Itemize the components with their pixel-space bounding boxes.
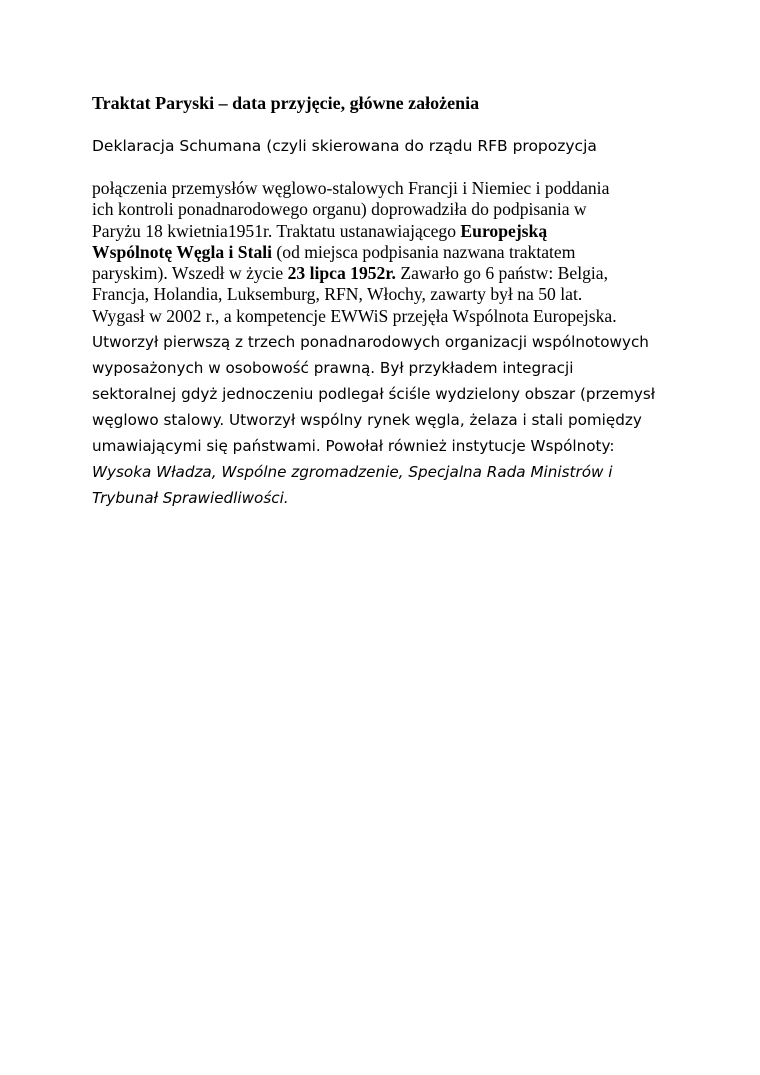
text-line [92,221,692,242]
text-line: Utworzył pierwszą z trzech ponadnarodowych organizacji wspólnotowych [92,333,649,351]
text-line: połączenia przemysłów węglowo-stalowych Francji i Niemiec i poddania [92,178,610,198]
italic-text: Trybunał Sprawiedliwości. [92,489,289,507]
italic-text: Wysoka Władza, Wspólne zgromadzenie, Specjalna Rada Ministrów i [92,463,613,481]
text-line [92,263,692,284]
text-line: umawiającymi się państwami. Powołał również instytucje Wspólnoty: [92,437,615,455]
text-line: ich kontroli ponadnarodowego organu) doprowadziła do podpisania w [92,199,587,220]
intro-line: Deklaracja Schumana (czyli skierowana do rządu RFB propozycja [92,137,597,155]
institutions-line [92,485,702,511]
bold-date: 23 lipca 1952r. [287,263,396,284]
bold-text: Europejską [460,220,548,241]
text-line [92,242,692,263]
text-span: paryskim). Wszedł w życie [92,263,288,284]
text-line: wyposażonych w osobowość prawną. Był przykładem integracji [92,359,574,377]
text-line: sektoralnej gdyż jednoczeniu podlegał ściśle wydzielony obszar (przemysł [92,385,656,403]
paragraph-treaty-significance [92,329,702,511]
paragraph-treaty-details [92,178,692,327]
text-span: (od miejsca podpisania nazwana traktatem [272,241,576,262]
bold-text: Wspólnotę Węgla i Stali [92,241,273,262]
text-span: Zawarło go 6 państw: Belgia, [395,263,608,284]
text-line: węglowo stalowy. Utworzył wspólny rynek węgla, żelaza i stali pomiędzy [92,411,642,429]
text-line: Wygasł w 2002 r., a kompetencje EWWiS przejęła Wspólnota Europejska. [92,305,617,326]
document-title: Traktat Paryski – data przyjęcie, główne założenia [92,93,480,113]
text-line: Francja, Holandia, Luksemburg, RFN, Włochy, zawarty był na 50 lat. [92,284,583,305]
text-span: Paryżu 18 kwietnia1951r. Traktatu ustanawiającego [92,220,461,241]
institutions-line [92,459,702,485]
